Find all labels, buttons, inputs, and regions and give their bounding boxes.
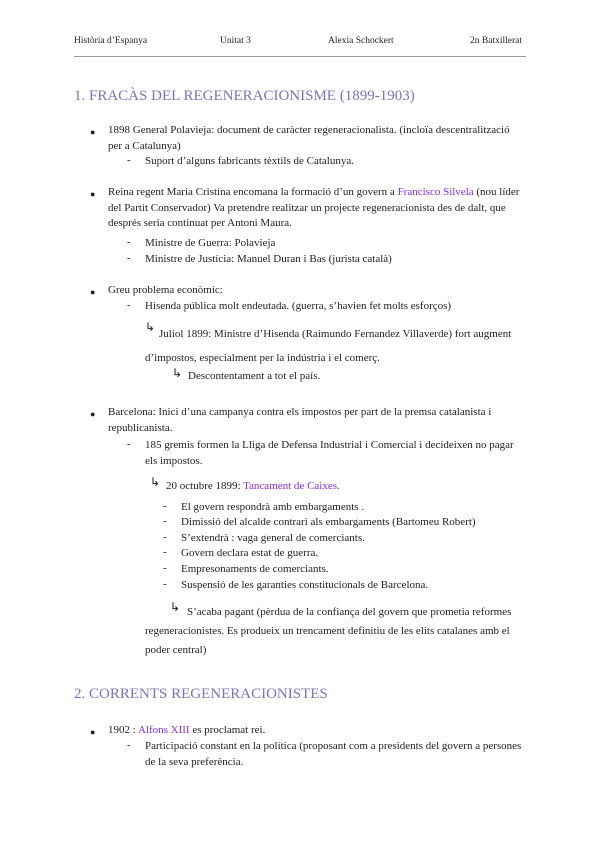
s2-item-1-sub: Participació constant en la política (proposant com a presidents del govern a persones de la seva preferència.	[145, 740, 522, 768]
s1-item-2	[108, 185, 522, 232]
s1-item-4-sub: 185 gremis formen la Lliga de Defensa Industrial i Comercial i decideixen no pagar els impostos.	[145, 439, 514, 467]
arrow-icon: ↳	[145, 320, 156, 334]
s2-item-1-post: es proclamat rei.	[189, 724, 266, 736]
bullet: ●	[90, 287, 96, 297]
s1-item-2-sub-1: Ministre de Guerra: Polavieja	[145, 237, 276, 249]
dash: -	[127, 154, 131, 166]
s2-item-1	[108, 723, 518, 739]
dash: -	[127, 236, 131, 248]
header-subject: Història d’Espanya	[74, 36, 148, 46]
dash: -	[163, 500, 167, 512]
dash: -	[127, 252, 131, 264]
s1-item-4-arrow	[166, 479, 496, 495]
section-2-title: 2. CORRENTS REGENERACIONISTES	[74, 686, 328, 702]
tancament-de-caixes-link[interactable]: Tancament de Caixes.	[243, 480, 340, 492]
dash: -	[163, 562, 167, 574]
list-item: Dimissió del alcalde contrari als embargaments (Bartomeu Robert)	[181, 516, 476, 528]
list-item: Suspensió de les garanties constitucionals de Barcelona.	[181, 579, 429, 591]
tancament-date: 20 octubre 1899:	[166, 480, 244, 492]
list-item: Empresonaments de comerciants.	[181, 563, 329, 575]
s1-item-1-sub: Suport d’alguns fabricants tèxtils de Catalunya.	[145, 155, 354, 167]
arrow-icon: ↳	[172, 366, 183, 380]
dash: -	[163, 546, 167, 558]
header-author: Alexia Schockert	[328, 36, 394, 46]
s1-item-2-post: (nou líder del Partit Conservador) Va pretendre realitzar un projecte regeneracionista des de dalt, que després seria continuat per Antoni Maura.	[108, 186, 520, 229]
dash: -	[127, 438, 131, 450]
bullet: ●	[90, 727, 96, 737]
dash: -	[127, 739, 131, 751]
s1-item-3-arrow-2: Descontentament a tot el país.	[188, 370, 321, 382]
arrow-icon: ↳	[170, 600, 181, 614]
s1-item-1: 1898 General Polavieja: document de caràcter regeneracionalista. (incloïa descentralització per a Catalunya)	[108, 124, 510, 152]
arrow-icon: ↳	[150, 475, 161, 489]
dash: -	[163, 515, 167, 527]
page-header	[74, 36, 526, 50]
s1-item-2-pre: Reina regent Maria Cristina encomana la formació d’un govern a	[108, 186, 398, 198]
list-item: El govern respondrà amb embargaments .	[181, 501, 365, 513]
s1-item-4-arrow-2: S’acaba pagant (pèrdua de la confiança del govern que prometia reformes regeneracionistes. Es produeix un trencament definitiu de les elits catalanes amb el poder central)	[145, 606, 512, 656]
list-item: S’extendrà : vaga general de comerciants.	[181, 532, 365, 544]
dash: -	[127, 299, 131, 311]
header-rule	[74, 56, 526, 57]
list-item: Govern declara estat de guerra.	[181, 547, 319, 559]
dash: -	[163, 578, 167, 590]
bullet: ●	[90, 127, 96, 137]
s1-item-2-sub-2: Ministre de Justícia: Manuel Duran i Bas (jurista català)	[145, 253, 392, 265]
s1-item-3-sub: Hisenda pública molt endeutada. (guerra, s’havien fet molts esforços)	[145, 300, 452, 312]
alfons-xiii-link[interactable]: Alfons XIII	[137, 724, 190, 736]
section-1-title: 1. FRACÀS DEL REGENERACIONISME (1899-1903)	[74, 88, 415, 104]
dash: -	[163, 531, 167, 543]
s1-item-3: Greu problema econòmic:	[108, 284, 223, 296]
header-unit: Unitat 3	[220, 36, 251, 46]
s1-item-3-arrow-1: Juliol 1899: Ministre d’Hisenda (Raimundo Fernandez Villaverde) fort augment d’impostos, especialment per la indústria i el comerç.	[145, 328, 512, 364]
s1-item-4: Barcelona: Inici d’una campanya contra els impostos per part de la premsa catalanista i republicanista.	[108, 406, 492, 434]
bullet: ●	[90, 189, 96, 199]
s2-item-1-pre: 1902 :	[108, 724, 138, 736]
francisco-silvela-link[interactable]: Francisco Silvela	[397, 186, 474, 198]
header-course: 2n Batxillerat	[470, 36, 522, 46]
bullet: ●	[90, 409, 96, 419]
